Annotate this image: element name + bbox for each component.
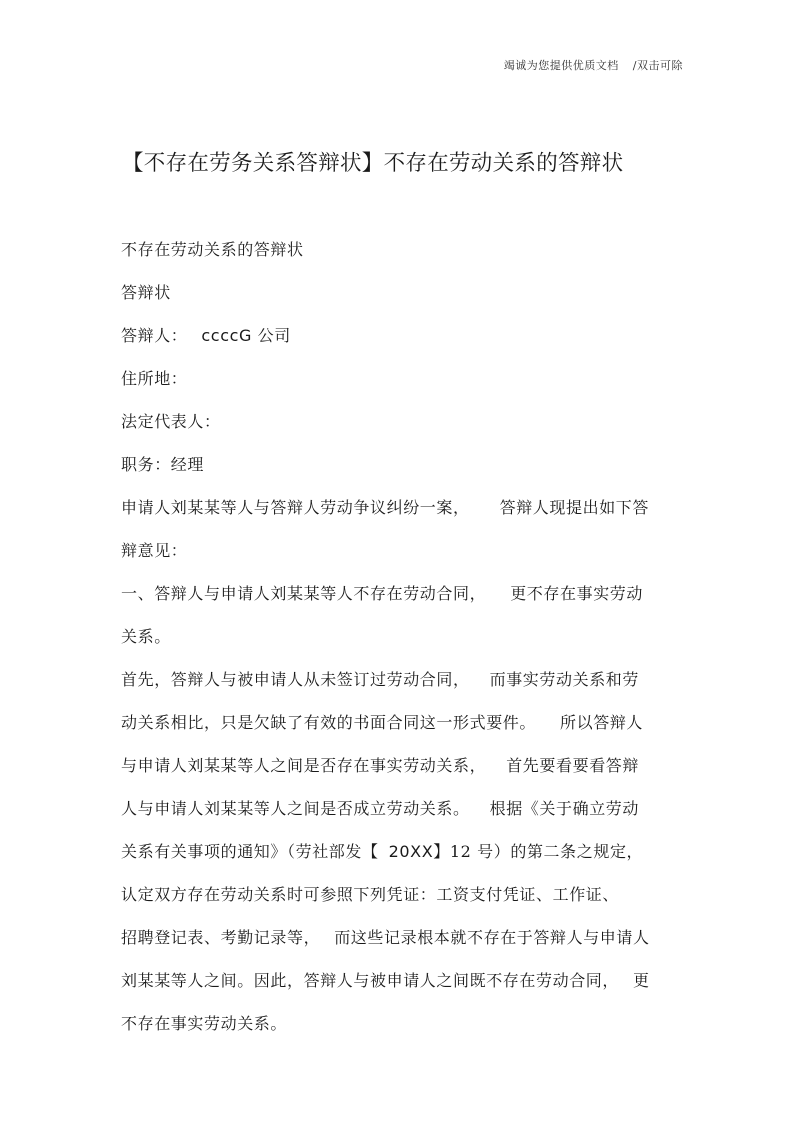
respondent-line — [121, 321, 676, 364]
point-one-text: 一、答辩人与申请人刘某某等人不存在劳动合同， — [121, 584, 487, 603]
paragraph-text: 20XX — [388, 842, 434, 861]
paragraph-text: 与申请人刘某某等人之间是否存在事实劳动关系， — [121, 756, 487, 775]
paragraph-text: 】12 号）的第二条之规定， — [433, 842, 644, 861]
paragraph-line-1 — [121, 665, 676, 708]
paragraph-text: 刘某某等人之间。因此，答辩人与被申请人之间既不存在劳动合同， — [121, 971, 620, 990]
address-line — [121, 364, 676, 407]
paragraph-text: 而事实劳动关系和劳 — [489, 670, 640, 689]
point-one-line-2 — [121, 622, 676, 665]
paragraph-line-6 — [121, 880, 676, 923]
paragraph-text: 不存在事实劳动关系。 — [121, 1014, 288, 1033]
paragraph-text: 认定双方存在劳动关系时可参照下列凭证：工资支付凭证、工作证、 — [121, 885, 620, 904]
paragraph-text: 首先要看要看答辩 — [506, 756, 640, 775]
document-body — [121, 235, 676, 1052]
paragraph-line-3 — [121, 751, 676, 794]
document-title: 【不存在劳务关系答辩状】不存在劳动关系的答辩状 — [122, 151, 624, 176]
paragraph-line-8 — [121, 966, 676, 1009]
subtitle-line — [121, 235, 676, 278]
paragraph-text: 招聘登记表、考勤记录等， — [121, 928, 321, 947]
legal-rep-line — [121, 407, 676, 450]
intro-line-2 — [121, 536, 676, 579]
position-label: 职务：经理 — [121, 455, 205, 474]
point-one-text: 更不存在事实劳动 — [510, 584, 644, 603]
header-note-right: /双击可除 — [632, 59, 683, 72]
point-one-line-1 — [121, 579, 676, 622]
paragraph-text: 根据《关于确立劳动 — [489, 799, 640, 818]
legal-rep-label: 法定代表人： — [121, 412, 221, 431]
paragraph-line-2 — [121, 708, 676, 751]
paragraph-text: 人与申请人刘某某等人之间是否成立劳动关系。 — [121, 799, 470, 818]
intro-text: 辩意见： — [121, 541, 188, 560]
paragraph-text: 而这些记录根本就不存在于答辩人与申请人 — [334, 928, 650, 947]
paragraph-text: 动关系相比，只是欠缺了有效的书面合同这一形式要件。 — [121, 713, 537, 732]
intro-line-1 — [121, 493, 676, 536]
heading: 答辩状 — [121, 283, 171, 302]
subtitle: 不存在劳动关系的答辩状 — [121, 240, 304, 259]
heading-line — [121, 278, 676, 321]
paragraph-text: 所以答辩人 — [560, 713, 644, 732]
intro-text: 申请人刘某某等人与答辩人劳动争议纠纷一案， — [121, 498, 470, 517]
point-one-text: 关系。 — [121, 627, 171, 646]
paragraph-text: 首先，答辩人与被申请人从未签订过劳动合同， — [121, 670, 470, 689]
address-label: 住所地： — [121, 369, 188, 388]
paragraph-line-5 — [121, 837, 676, 880]
paragraph-text: 关系有关事项的通知》（劳社部发【 — [121, 842, 379, 861]
header-note-left: 竭诚为您提供优质文档 — [503, 59, 619, 72]
respondent-label: 答辩人： — [121, 326, 188, 345]
page-header-note — [0, 57, 683, 73]
paragraph-line-9 — [121, 1009, 676, 1052]
paragraph-text: 更 — [633, 971, 650, 990]
paragraph-line-4 — [121, 794, 676, 837]
position-line — [121, 450, 676, 493]
intro-text: 答辩人现提出如下答 — [499, 498, 650, 517]
respondent-name: ccccG 公司 — [201, 326, 291, 345]
paragraph-line-7 — [121, 923, 676, 966]
